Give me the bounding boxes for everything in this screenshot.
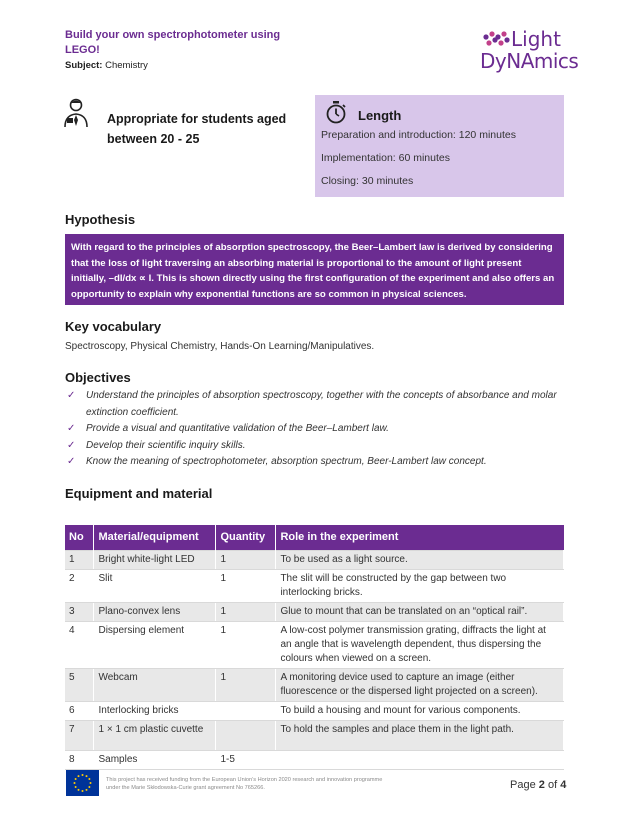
funding-line: This project has received funding from the European Union’s Horizon 2020 research and innovation programme [106,777,383,783]
page-current: 2 [538,779,545,791]
subject-value: Chemistry [105,60,148,71]
cell-material: Dispersing element [94,621,216,668]
cell-material: Interlocking bricks [94,701,216,720]
cell-quantity: 1 [216,569,276,602]
cell-quantity: 1 [216,602,276,621]
page-total: 4 [560,779,567,791]
cell-role: Glue to mount that can be translated on an “optical rail”. [276,602,564,621]
hypothesis-heading: Hypothesis [65,212,136,227]
logo-text-dynamics: DyNAmics [480,49,579,73]
length-preparation: Preparation and introduction: 120 minutes [321,129,516,141]
cell-no: 5 [65,668,94,701]
cell-role: A low-cost polymer transmission grating, diffracts the light at an angle that is wavelength dependent, thus dispersing the colours when viewed on a screen. [276,621,564,668]
table-row [65,750,564,769]
cell-quantity: 1 [216,668,276,701]
table-row [65,720,564,750]
funding-notice [106,776,466,792]
cell-quantity: 1-5 [216,750,276,769]
table-row [65,668,564,701]
eu-flag-icon [66,770,99,796]
page-prefix: Page [510,779,536,791]
stopwatch-icon [325,100,347,124]
cell-role: To be used as a light source. [276,550,564,569]
cell-quantity [216,701,276,720]
equipment-heading: Equipment and material [65,486,213,501]
column-header-role: Role in the experiment [276,525,564,550]
cell-role: The slit will be constructed by the gap between two interlocking bricks. [276,569,564,602]
subject-label: Subject: [65,60,103,71]
objective-text: Understand the principles of absorption spectroscopy, together with the concepts of absorbance and molar extinction coefficient. [86,390,557,418]
objective-item [65,388,564,421]
audience-age: Appropriate for students aged between 20 - 25 [107,112,287,146]
funding-line: under the Marie Skłodowska-Curie grant agreement No 765266. [106,785,265,791]
table-row [65,621,564,668]
cell-role: To hold the samples and place them in the light path. [276,720,564,750]
equipment-table [65,525,564,770]
cell-no: 1 [65,550,94,569]
light-dynamics-logo [478,27,578,72]
objective-item [65,421,564,438]
page-number [510,779,566,791]
column-header-material: Material/equipment [94,525,216,550]
table-row [65,550,564,569]
cell-no: 4 [65,621,94,668]
hypothesis-text: With regard to the principles of absorption spectroscopy, the Beer–Lambert law is derived by considering that the loss of light traversing an absorbing material is proportional to the amount of light present initially, –dI/dx ∝ I. This is shown directly using the first configuration of the experiment and also offers an opportunity to explain why exponential functions are so common in physical sciences. [71,242,555,300]
objective-text: Know the meaning of spectrophotometer, absorption spectrum, Beer-Lambert law concept. [86,456,487,467]
checkmark-icon: ✓ [67,423,76,434]
vocabulary-text: Spectroscopy, Physical Chemistry, Hands-On Learning/Manipulatives. [65,341,375,352]
cell-role: To build a housing and mount for various components. [276,701,564,720]
cell-material: Bright white-light LED [94,550,216,569]
cell-material: Samples [94,750,216,769]
length-title: Length [358,108,402,123]
length-panel [315,95,564,197]
cell-material: Slit [94,569,216,602]
cell-material: Plano-convex lens [94,602,216,621]
hypothesis-box [65,234,564,305]
logo-dots-icon [482,31,510,49]
logo-text-light: Light [511,27,561,51]
cell-quantity: 1 [216,621,276,668]
cell-no: 6 [65,701,94,720]
cell-role [276,750,564,769]
cell-no: 3 [65,602,94,621]
table-header-row [65,525,564,550]
page-of: of [547,779,558,791]
vocabulary-heading: Key vocabulary [65,319,162,334]
objectives-heading: Objectives [65,370,131,385]
cell-material: 1 × 1 cm plastic cuvette [94,720,216,750]
table-row [65,569,564,602]
objective-item [65,438,564,455]
length-closing: Closing: 30 minutes [321,175,414,187]
teacher-student-icon [63,98,89,128]
cell-material: Webcam [94,668,216,701]
objective-text: Develop their scientific inquiry skills. [86,439,246,451]
objective-text: Provide a visual and quantitative validation of the Beer–Lambert law. [86,423,389,434]
table-row [65,701,564,720]
length-implementation: Implementation: 60 minutes [321,152,450,164]
checkmark-icon: ✓ [67,456,76,467]
cell-no: 8 [65,750,94,769]
cell-no: 2 [65,569,94,602]
document-title: Build your own spectrophotometer using LEGO! [65,29,281,56]
checkmark-icon: ✓ [67,439,76,451]
cell-role: A monitoring device used to capture an image (either fluorescence or the dispersed light projected on a screen). [276,668,564,701]
column-header-no: No [65,525,94,550]
table-row [65,602,564,621]
cell-quantity: 1 [216,550,276,569]
objectives-list [65,388,564,471]
subject-line [65,60,148,71]
cell-quantity [216,720,276,750]
column-header-quantity: Quantity [216,525,276,550]
objective-item [65,454,564,471]
checkmark-icon: ✓ [67,390,76,401]
cell-no: 7 [65,720,94,750]
